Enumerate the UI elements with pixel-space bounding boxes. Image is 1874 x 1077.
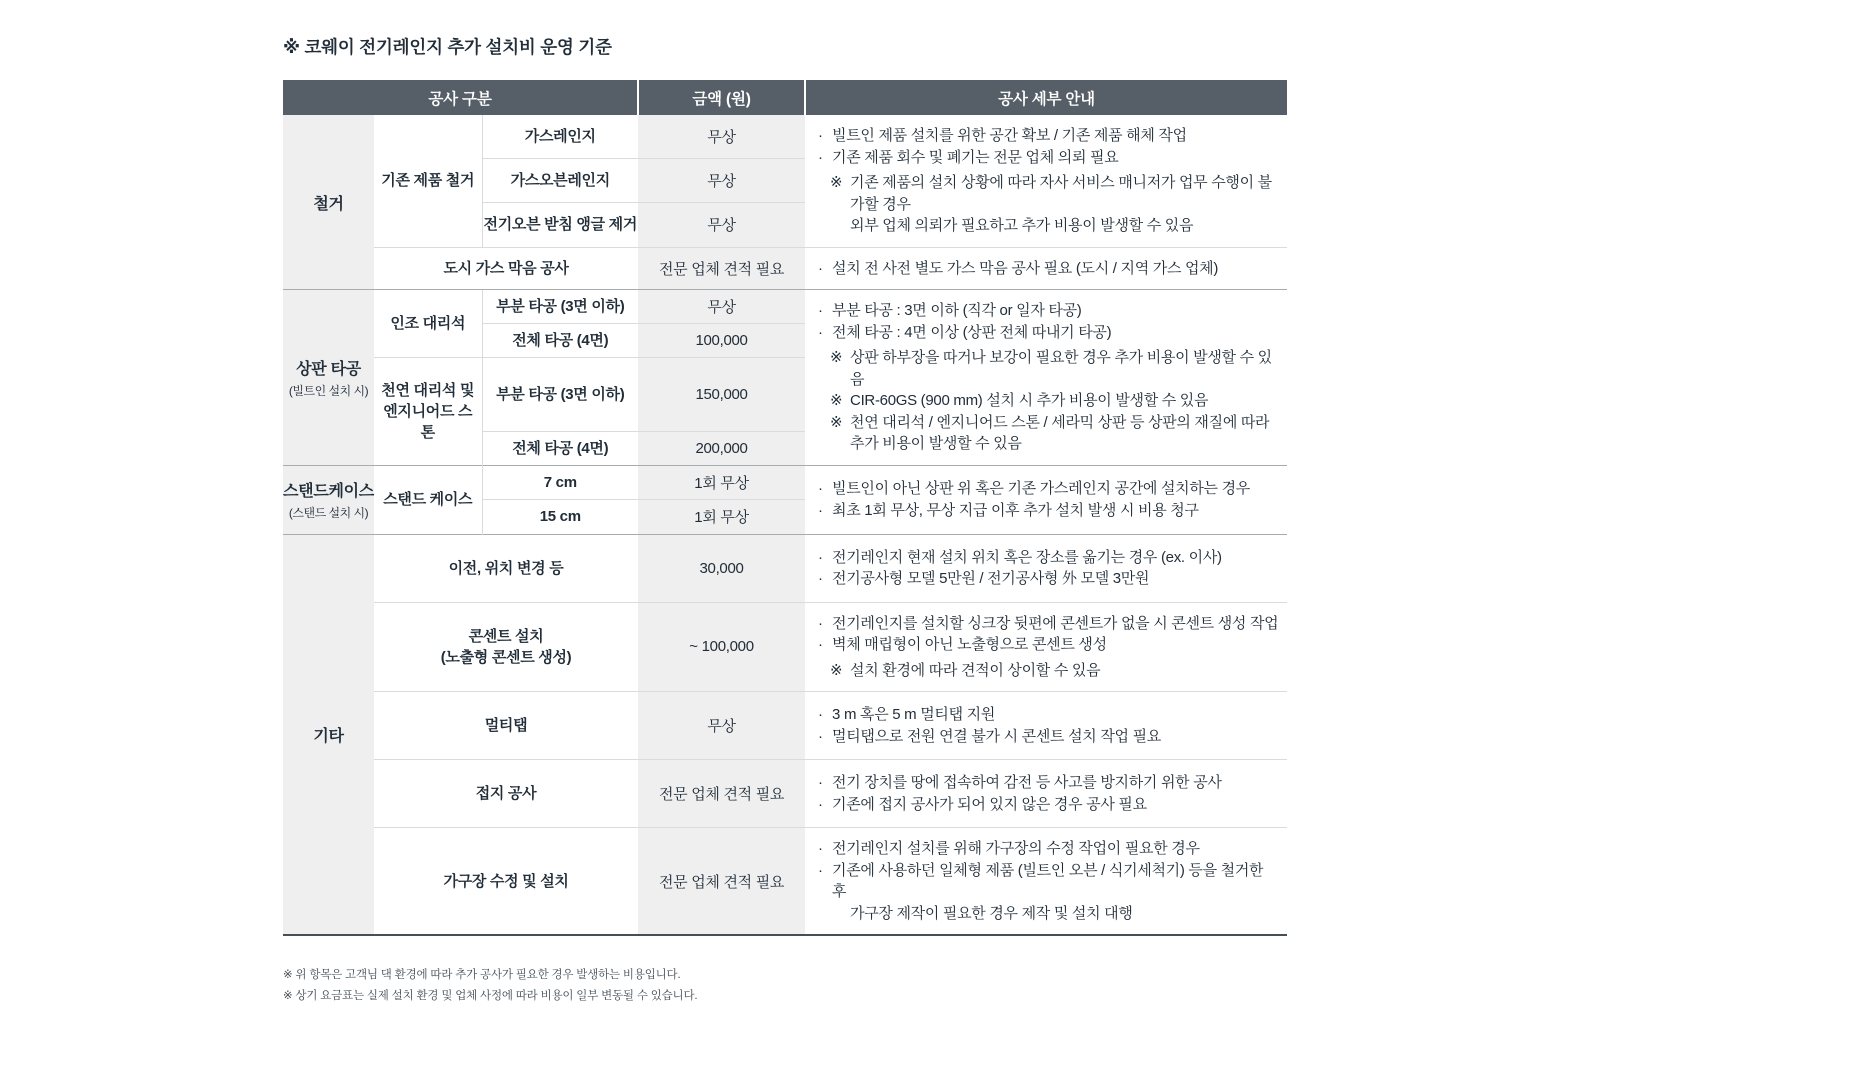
bullet-marker: · [818, 636, 823, 653]
note-marker: ※ [830, 349, 843, 366]
bullet-marker: · [818, 302, 823, 319]
bullet-marker: · [818, 480, 823, 497]
note-marker: ※ [830, 413, 843, 431]
group-label: 천연 대리석 및 엔지니어드 스톤 [374, 358, 482, 466]
detail-line: · 빌트인이 아닌 상판 위 혹은 기존 가스레인지 공간에 설치하는 경우 [818, 478, 1279, 500]
bullet-marker: · [818, 774, 823, 791]
item-cell: 이전, 위치 변경 등 [374, 534, 638, 602]
detail-line: · 전기레인지 현재 설치 위치 혹은 장소를 옮기는 경우 (ex. 이사) [818, 547, 1279, 569]
detail-line: · 기존에 사용하던 일체형 제품 (빌트인 오븐 / 식기세척기) 등을 철거한 후 [818, 860, 1279, 903]
amount-cell: 100,000 [638, 324, 805, 358]
detail-line: · 전체 타공 : 4면 이상 (상판 전체 따내기 타공) [818, 322, 1279, 344]
bullet-marker: · [818, 727, 823, 745]
item-cell: 접지 공사 [374, 760, 638, 828]
table-row [283, 534, 1287, 602]
table-header-row [283, 80, 1287, 115]
detail-cell [805, 115, 1287, 247]
header-detail: 공사 세부 안내 [805, 80, 1287, 115]
detail-line: ※ 기존 제품의 설치 상황에 따라 자사 서비스 매니저가 업무 수행이 불가할 경우 [818, 172, 1279, 215]
footnote: ※ 위 항목은 고객님 댁 환경에 따라 추가 공사가 필요한 경우 발생하는 비용입니다. [283, 969, 681, 981]
item-cell: 부분 타공 (3면 이하) [482, 290, 638, 324]
amount-cell: 150,000 [638, 358, 805, 432]
bullet-marker: · [818, 148, 823, 166]
item-cell: 도시 가스 막음 공사 [374, 247, 638, 290]
note-marker: ※ [830, 661, 843, 679]
group-label: 인조 대리석 [374, 290, 482, 358]
item-cell: 부분 타공 (3면 이하) [482, 358, 638, 432]
amount-cell: 1회 무상 [638, 499, 805, 534]
bullet-marker: · [818, 548, 823, 566]
table-row [283, 290, 1287, 324]
amount-cell: 무상 [638, 290, 805, 324]
detail-cell [805, 602, 1287, 692]
detail-line: ※ 천연 대리석 / 엔지니어드 스톤 / 세라믹 상판 등 상판의 재질에 따라 [818, 412, 1279, 434]
bullet-marker: · [818, 706, 823, 723]
detail-line: ※ CIR-60GS (900 mm) 설치 시 추가 비용이 발생할 수 있음 [818, 390, 1279, 412]
detail-line: · 3 m 혹은 5 m 멀티탭 지원 [818, 704, 1279, 726]
table-row [283, 760, 1287, 828]
bullet-marker: · [818, 840, 823, 857]
section-sublabel: (빌트인 설치 시) [288, 383, 369, 398]
group-label: 기존 제품 철거 [374, 115, 482, 247]
detail-line: · 벽체 매립형이 아닌 노출형으로 콘센트 생성 [818, 634, 1279, 656]
amount-cell: 무상 [638, 202, 805, 247]
detail-cell [805, 465, 1287, 534]
amount-cell: 200,000 [638, 431, 805, 465]
table-row [283, 692, 1287, 760]
detail-line: · 전기공사형 모델 5만원 / 전기공사형 外 모델 3만원 [818, 568, 1279, 590]
installation-fee-table [283, 80, 1287, 936]
item-cell: 가스오븐레인지 [482, 159, 638, 203]
page-title: ※ 코웨이 전기레인지 추가 설치비 운영 기준 [283, 37, 612, 57]
amount-cell: 전문 업체 견적 필요 [638, 760, 805, 828]
item-cell: 전체 타공 (4면) [482, 324, 638, 358]
table-row [283, 828, 1287, 936]
note-marker: ※ [830, 392, 843, 409]
detail-cell [805, 760, 1287, 828]
bullet-marker: · [818, 127, 823, 144]
amount-cell: 무상 [638, 115, 805, 159]
header-construction: 공사 구분 [283, 80, 638, 115]
amount-cell: 1회 무상 [638, 465, 805, 499]
section-label-demolition: 철거 [283, 115, 374, 290]
section-label-etc: 기타 [283, 534, 374, 935]
footnotes [283, 965, 1287, 1007]
detail-line: · 전기레인지를 설치할 싱크장 뒷편에 콘센트가 없을 시 콘센트 생성 작업 [818, 613, 1279, 635]
bullet-marker: · [818, 861, 823, 879]
detail-line: ※ 설치 환경에 따라 견적이 상이할 수 있음 [818, 660, 1279, 682]
bullet-marker: · [818, 570, 823, 587]
bullet-marker: · [818, 795, 823, 813]
item-cell: 7 cm [482, 465, 638, 499]
item-cell: 콘센트 설치 (노출형 콘센트 생성) [374, 602, 638, 692]
detail-cell [805, 290, 1287, 466]
detail-line: · 설치 전 사전 별도 가스 막음 공사 필요 (도시 / 지역 가스 업체) [818, 258, 1279, 280]
table-row [283, 465, 1287, 499]
detail-line: 가구장 제작이 필요한 경우 제작 및 설치 대행 [850, 904, 1133, 922]
detail-line: · 전기 장치를 땅에 접속하여 감전 등 사고를 방지하기 위한 공사 [818, 772, 1279, 794]
item-cell: 가구장 수정 및 설치 [374, 828, 638, 936]
section-sublabel: (스탠드 설치 시) [288, 506, 369, 520]
group-label: 스탠드 케이스 [374, 465, 482, 534]
item-cell: 가스레인지 [482, 115, 638, 159]
table-row [283, 247, 1287, 290]
item-cell: 전기오븐 받침 앵글 제거 [482, 202, 638, 247]
detail-line: · 빌트인 제품 설치를 위한 공간 확보 / 기존 제품 해체 작업 [818, 125, 1279, 147]
detail-line: 외부 업체 의뢰가 필요하고 추가 비용이 발생할 수 있음 [850, 217, 1194, 234]
detail-cell [805, 247, 1287, 290]
detail-cell [805, 534, 1287, 602]
detail-line: · 기존에 접지 공사가 되어 있지 않은 경우 공사 필요 [818, 794, 1279, 816]
amount-cell: 무상 [638, 159, 805, 203]
detail-line: · 멀티탭으로 전원 연결 불가 시 콘센트 설치 작업 필요 [818, 726, 1279, 748]
footnote: ※ 상기 요금표는 실제 설치 환경 및 업체 사정에 따라 비용이 일부 변동될 수 있습니다. [283, 990, 698, 1002]
bullet-marker: · [818, 614, 823, 632]
item-cell: 15 cm [482, 499, 638, 534]
amount-cell: ~ 100,000 [638, 602, 805, 692]
detail-line: ※ 상판 하부장을 따거나 보강이 필요한 경우 추가 비용이 발생할 수 있음 [818, 347, 1279, 390]
item-cell: 멀티탭 [374, 692, 638, 760]
bullet-marker: · [818, 259, 823, 277]
note-marker: ※ [830, 174, 843, 191]
amount-cell: 전문 업체 견적 필요 [638, 247, 805, 290]
item-cell: 전체 타공 (4면) [482, 431, 638, 465]
section-label-stand: 스탠드케이스 (스탠드 설치 시) [283, 465, 374, 534]
table-row [283, 602, 1287, 692]
bullet-marker: · [818, 323, 823, 341]
amount-cell: 전문 업체 견적 필요 [638, 828, 805, 936]
amount-cell: 30,000 [638, 534, 805, 602]
detail-line: · 최초 1회 무상, 무상 지급 이후 추가 설치 발생 시 비용 청구 [818, 500, 1279, 522]
amount-cell: 무상 [638, 692, 805, 760]
detail-line: · 부분 타공 : 3면 이하 (직각 or 일자 타공) [818, 300, 1279, 322]
table-row [283, 115, 1287, 159]
detail-cell [805, 828, 1287, 936]
fee-notice [283, 34, 1287, 1007]
item-subtext: (노출형 콘센트 생성) [440, 648, 572, 666]
section-label-countertop: 상판 타공 (빌트인 설치 시) [283, 290, 374, 466]
bullet-marker: · [818, 501, 823, 519]
detail-line: 추가 비용이 발생할 수 있음 [850, 435, 1022, 452]
detail-cell [805, 692, 1287, 760]
header-amount: 금액 (원) [638, 80, 805, 115]
detail-line: · 기존 제품 회수 및 폐기는 전문 업체 의뢰 필요 [818, 147, 1279, 169]
detail-line: · 전기레인지 설치를 위해 가구장의 수정 작업이 필요한 경우 [818, 838, 1279, 860]
